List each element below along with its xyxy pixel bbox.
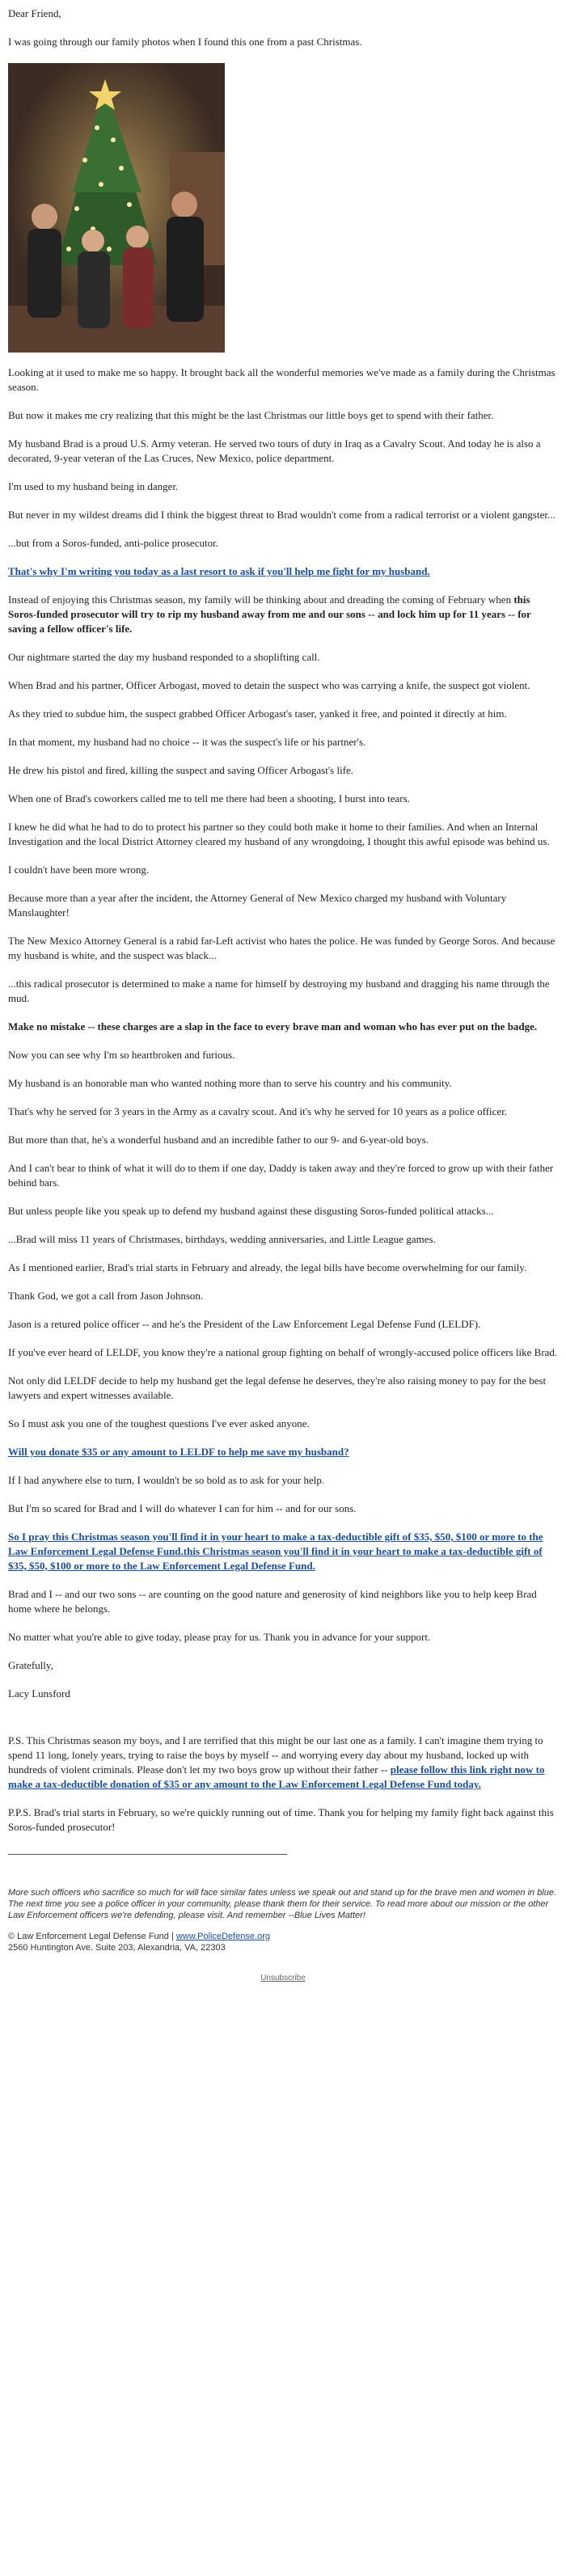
paragraph bbox=[8, 593, 558, 636]
donate-link-paragraph bbox=[8, 1445, 558, 1459]
signoff: Gratefully, bbox=[8, 1659, 53, 1671]
paragraph: When Brad and his partner, Officer Arbogast, moved to detain the suspect who was carrying a knife, the suspect got violent. bbox=[8, 679, 530, 691]
paragraph: As they tried to subdue him, the suspect grabbed Officer Arbogast's taser, yanked it free, and pointed it directly at him. bbox=[8, 707, 507, 720]
footer-org: © Law Enforcement Legal Defense Fund | bbox=[8, 1932, 176, 1941]
paragraph: But more than that, he's a wonderful husband and an incredible father to our 9- and 6-year-old boys. bbox=[8, 1134, 429, 1146]
paragraph: But never in my wildest dreams did I think the biggest threat to Brad wouldn't come from a radical terrorist or a violent gangster... bbox=[8, 509, 555, 521]
paragraph: Not only did LELDF decide to help my husband get the legal defense he deserves, they're also raising money to pay for the best lawyers and expert witnesses available. bbox=[8, 1375, 547, 1401]
paragraph: And I can't bear to think of what it will do to them if one day, Daddy is taken away and they're forced to grow up with their father behind bars. bbox=[8, 1162, 554, 1189]
paragraph: Now you can see why I'm so heartbroken and furious. bbox=[8, 1049, 235, 1061]
paragraph: My husband is an honorable man who wanted nothing more than to serve his country and his community. bbox=[8, 1077, 452, 1089]
paragraph: The New Mexico Attorney General is a rabid far-Left activist who hates the police. He was funded by George Soros. And because my husband is white, and the suspect was black... bbox=[8, 935, 555, 961]
paragraph: As I mentioned earlier, Brad's trial starts in February and already, the legal bills have become overwhelming for our family. bbox=[8, 1261, 527, 1273]
paragraph: I knew he did what he had to do to protect his partner so they could both make it home to their families. And when an Internal Investigation and the local District Attorney cleared my husband of any wrongdoing, I thought this awful episode was behind us. bbox=[8, 821, 550, 847]
paragraph-text: Instead of enjoying this Christmas season, my family will be thinking about and dreading the coming of February when bbox=[8, 593, 514, 606]
donate-link[interactable]: Will you donate $35 or any amount to LELDF to help me save my husband? bbox=[8, 1446, 349, 1458]
donate-link[interactable]: please follow this link right now to make a tax-deductible donation of $35 or any amount to the Law Enforcement Legal Defense Fund today. bbox=[8, 1763, 545, 1790]
donate-link[interactable]: So I pray this Christmas season you'll find it in your heart to make a tax-deductible gift of $35, $50, $100 or more to the Law Enforcement Legal Defense Fund.this Christmas season you'll find it in your heart to make a tax-deductible gift of $35, $50, $100 or more to the Law Enforcement Legal Defense Fund. bbox=[8, 1531, 543, 1572]
photo-illustration bbox=[8, 63, 225, 353]
paragraph: No matter what you're able to give today, please pray for us. Thank you in advance for your support. bbox=[8, 1631, 431, 1643]
paragraph: If I had anywhere else to turn, I wouldn't be so bold as to ask for your help. bbox=[8, 1474, 325, 1486]
paragraph: I was going through our family photos when I found this one from a past Christmas. bbox=[8, 36, 362, 48]
paragraph: In that moment, my husband had no choice -- it was the suspect's life or his partner's. bbox=[8, 736, 366, 748]
bold-paragraph: Make no mistake -- these charges are a slap in the face to every brave man and woman who has ever put on the badge. bbox=[8, 1020, 538, 1033]
signature: Lacy Lunsford bbox=[8, 1687, 70, 1700]
footer-address: 2560 Huntington Ave. Suite 203, Alexandria, VA, 22303 bbox=[8, 1943, 226, 1953]
paragraph: I'm used to my husband being in danger. bbox=[8, 480, 179, 492]
paragraph: Thank God, we got a call from Jason Johnson. bbox=[8, 1290, 204, 1302]
paragraph: ...but from a Soros-funded, anti-police prosecutor. bbox=[8, 537, 218, 549]
paragraph: Jason is a retured police officer -- and he's the President of the Law Enforcement Legal Defense Fund (LELDF). bbox=[8, 1318, 481, 1330]
footer-org-line bbox=[8, 1931, 558, 1942]
paragraph: But unless people like you speak up to defend my husband against these disgusting Soros-funded political attacks... bbox=[8, 1205, 494, 1217]
paragraph: Brad and I -- and our two sons -- are counting on the good nature and generosity of kind neighbors like you to help keep Brad home where he belongs. bbox=[8, 1588, 537, 1615]
donate-link-paragraph bbox=[8, 564, 558, 579]
paragraph: ...this radical prosecutor is determined to make a name for himself by destroying my husband and dragging his name through the mud. bbox=[8, 978, 550, 1004]
paragraph: But I'm so scared for Brad and I will do whatever I can for him -- and for our sons. bbox=[8, 1502, 357, 1514]
bold-text: this Soros-funded prosecutor will try to rip my husband away from me and our sons -- and lock him up for 11 years -- for saving a fellow officer's life. bbox=[8, 593, 531, 635]
paragraph: Because more than a year after the incident, the Attorney General of New Mexico charged my husband with Voluntary Manslaughter! bbox=[8, 892, 507, 918]
paragraph: He drew his pistol and fired, killing the suspect and saving Officer Arbogast's life. bbox=[8, 764, 354, 776]
postscript-text: P.S. This Christmas season my boys, and I are terrified that this might be our last one as a family. I can't imagine them trying to spend 11 long, lonely years, trying to raise the boys by myself -- and worrying every day about my husband, locked up with hundreds of violent criminals. Please don't let my two boys grow up without their father -- bbox=[8, 1734, 543, 1776]
paragraph: So I must ask you one of the toughest questions I've ever asked anyone. bbox=[8, 1417, 310, 1429]
paragraph: But now it makes me cry realizing that this might be the last Christmas our little boys get to spend with their father. bbox=[8, 409, 494, 421]
paragraph: That's why he served for 3 years in the Army as a cavalry scout. And it's why he served for 10 years as a police officer. bbox=[8, 1105, 508, 1117]
family-christmas-photo bbox=[8, 63, 225, 353]
footer bbox=[8, 1887, 558, 1984]
footer-divider bbox=[8, 1854, 287, 1855]
paragraph: Looking at it used to make me so happy. It brought back all the wonderful memories we've made as a family during the Christmas season. bbox=[8, 366, 555, 393]
donate-link-paragraph bbox=[8, 1530, 558, 1573]
paragraph: If you've ever heard of LELDF, you know they're a national group fighting on behalf of wrongly-accused police officers like Brad. bbox=[8, 1346, 558, 1358]
donate-link[interactable]: That's why I'm writing you today as a last resort to ask if you'll help me fight for my husband. bbox=[8, 565, 430, 577]
unsubscribe-link[interactable]: Unsubscribe bbox=[260, 1974, 306, 1983]
paragraph: My husband Brad is a proud U.S. Army veteran. He served two tours of duty in Iraq as a Cavalry Scout. And today he is also a decorated, 9-year veteran of the Las Cruces, New Mexico, police department. bbox=[8, 437, 541, 464]
greeting: Dear Friend, bbox=[8, 7, 61, 19]
paragraph: ...Brad will miss 11 years of Christmases, birthdays, wedding anniversaries, and Little League games. bbox=[8, 1233, 436, 1245]
website-link[interactable]: www.PoliceDefense.org bbox=[175, 1932, 271, 1941]
paragraph: Our nightmare started the day my husband responded to a shoplifting call. bbox=[8, 651, 320, 663]
postscript-2: P.P.S. Brad's trial starts in February, so we're quickly running out of time. Thank you for helping my family fight back against this Soros-funded prosecutor! bbox=[8, 1806, 554, 1833]
footer-mission-text: More such officers who sacrifice so much for will face similar fates unless we speak out and stand up for the brave men and women in blue. The next time you see a police officer in your community, please thank them for their service. To read more about our mission or the other Law Enforcement officers we're defending, please visit. And remember --Blue Lives Matter! bbox=[8, 1888, 557, 1920]
paragraph: I couldn't have been more wrong. bbox=[8, 864, 150, 876]
postscript bbox=[8, 1734, 558, 1792]
paragraph: When one of Brad's coworkers called me to tell me there had been a shooting, I burst into tears. bbox=[8, 792, 410, 804]
